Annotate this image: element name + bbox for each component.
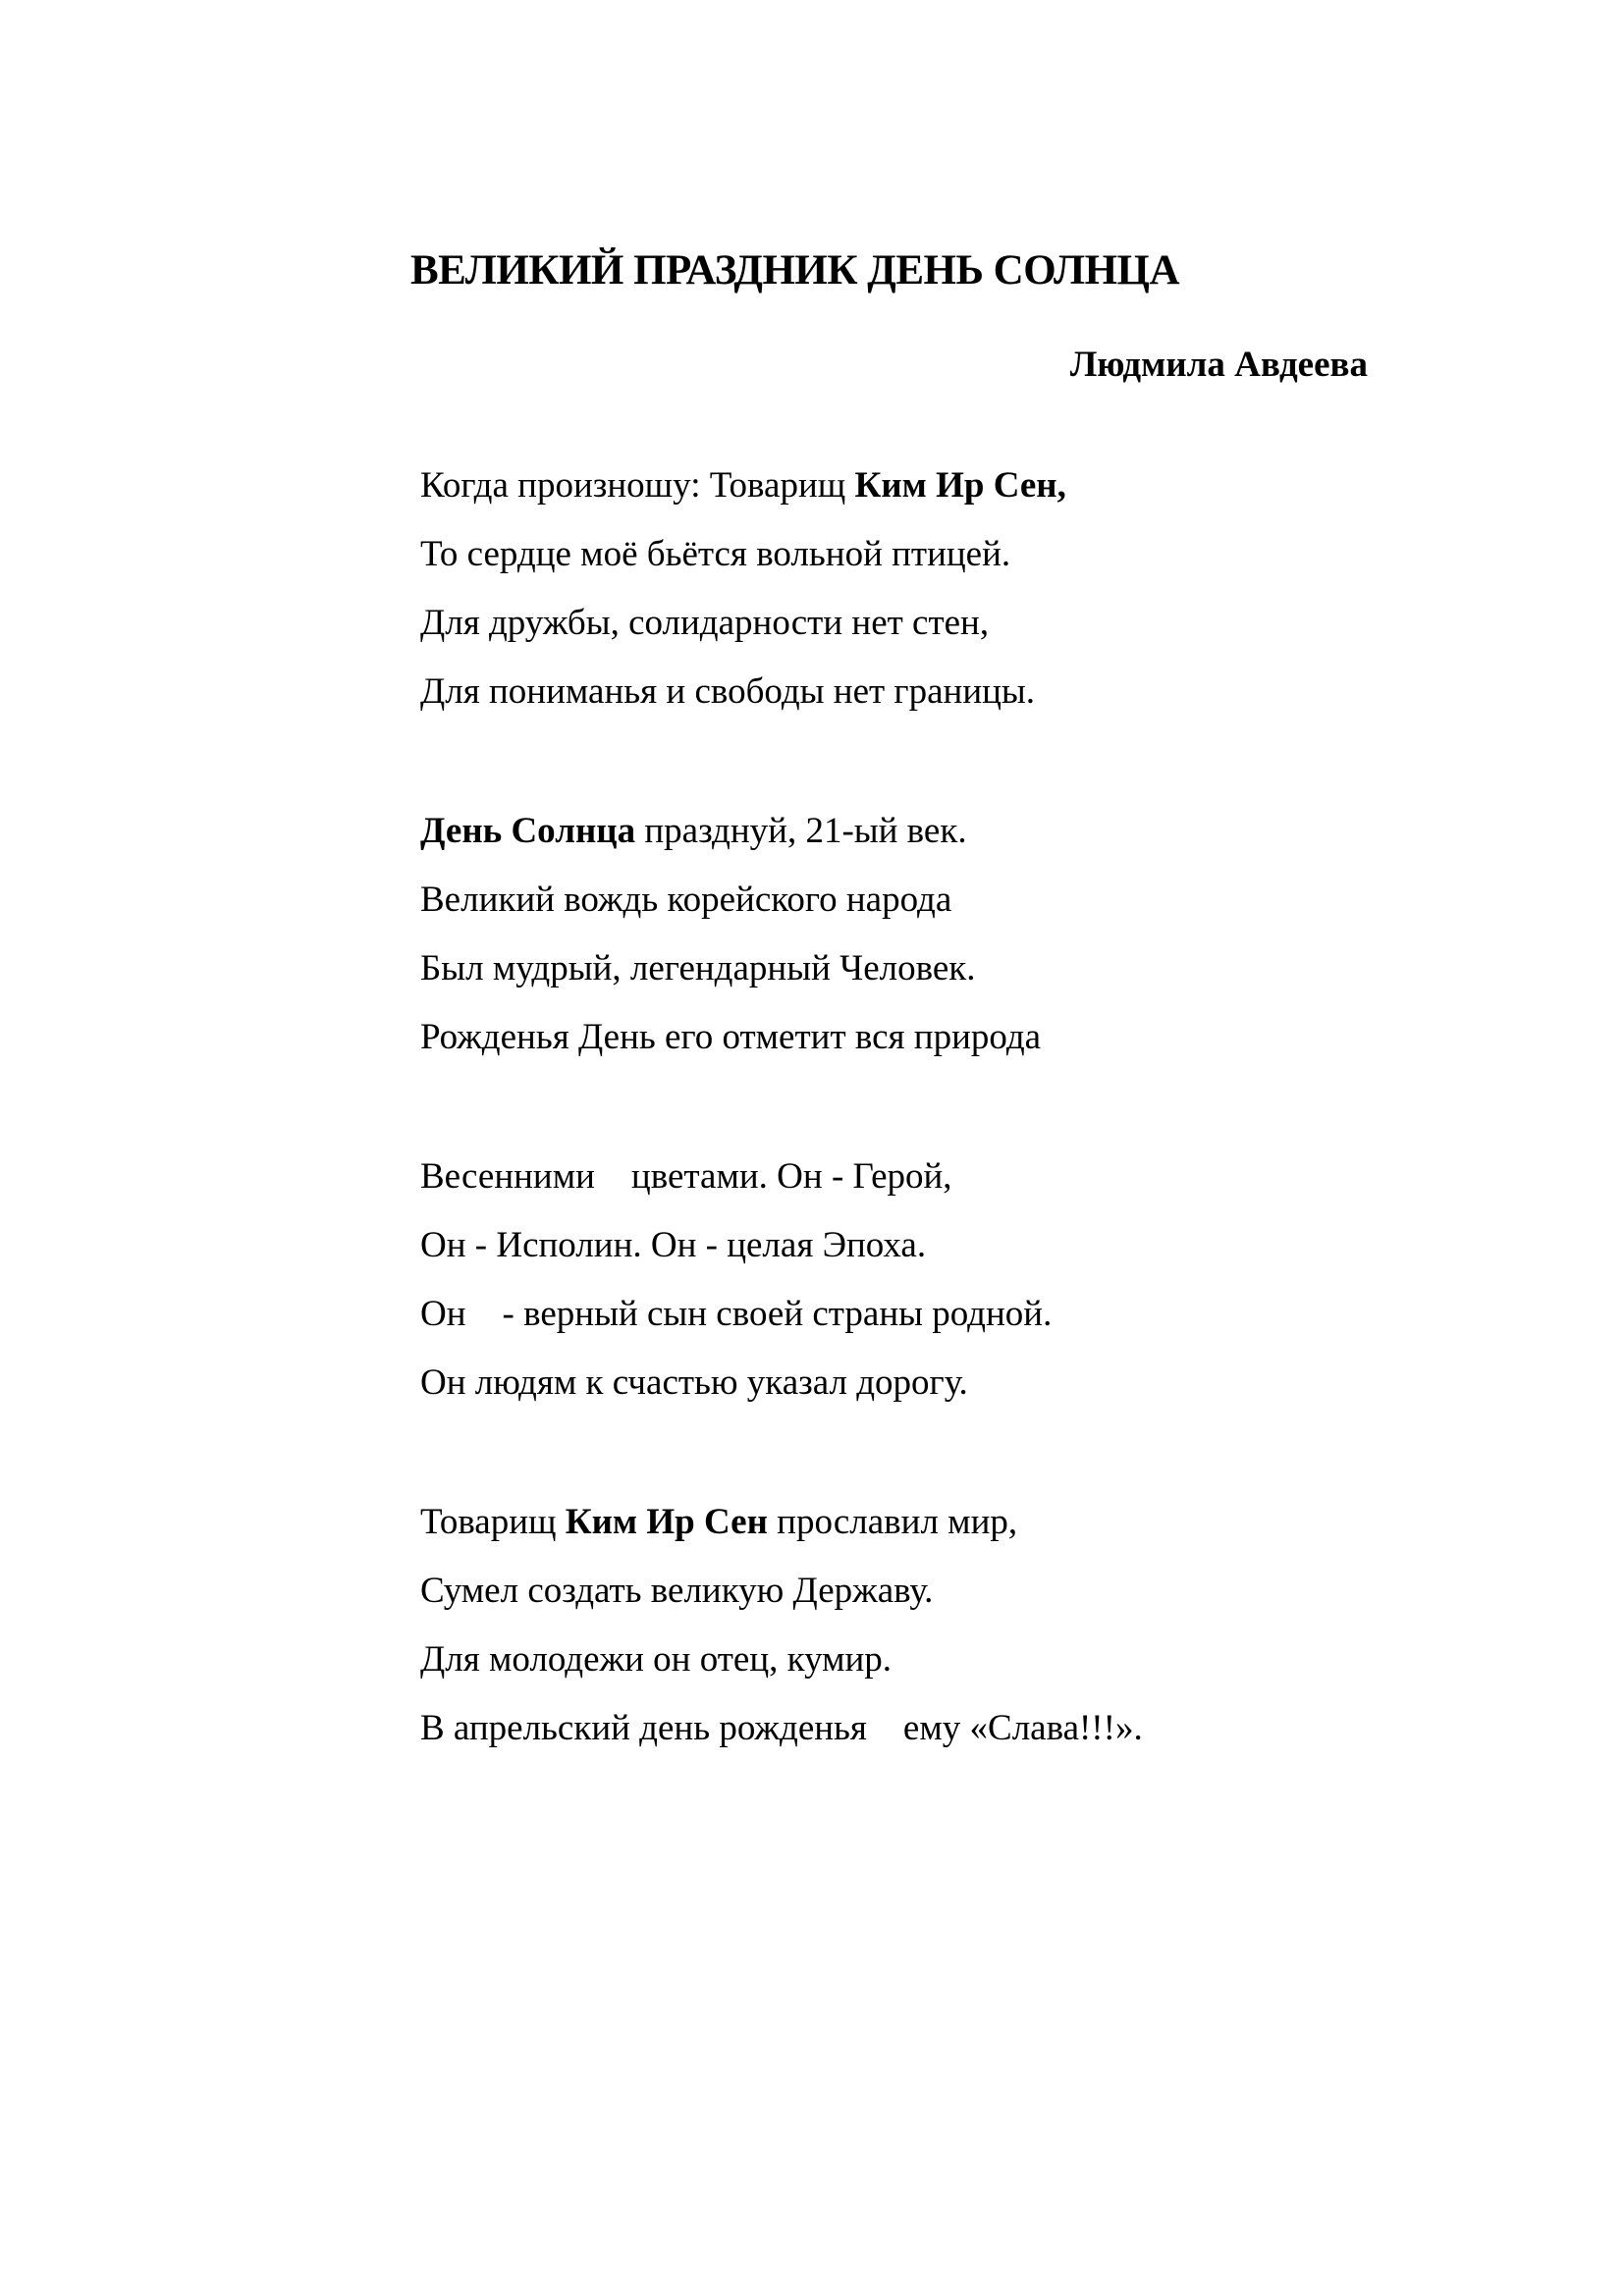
line-text: Товарищ [420, 1502, 566, 1542]
stanza-3 [420, 1143, 1143, 1417]
poem-line [420, 1557, 1143, 1626]
line-bold-text: Ким Ир Сен [565, 1502, 768, 1542]
stanza-4 [420, 1488, 1143, 1763]
line-text: То сердце моё бьётся вольной птицей. [420, 534, 1011, 574]
poem-line [420, 797, 1143, 866]
poem-line [420, 1488, 1143, 1557]
stanza-2 [420, 797, 1143, 1072]
poem-line [420, 1211, 1143, 1280]
line-text: Он - Исполин. Он - целая Эпоха. [420, 1225, 927, 1265]
poem-line [420, 866, 1143, 934]
line-text: В апрельский день рожденья ему «Слава!!!». [420, 1708, 1143, 1748]
line-text: Был мудрый, легендарный Человек. [420, 948, 976, 988]
poem-title: ВЕЛИКИЙ ПРАЗДНИК ДЕНЬ СОЛНЦА [410, 247, 1180, 294]
poem-line [420, 1694, 1143, 1763]
line-text: Весенними цветами. Он - Герой, [420, 1156, 952, 1197]
line-bold-text: Ким Ир Сен, [854, 465, 1066, 506]
poem-line [420, 589, 1143, 658]
poem-line [420, 1003, 1143, 1072]
line-text: Для молодежи он отец, кумир. [420, 1639, 893, 1680]
poem-line [420, 452, 1143, 520]
line-bold-text: День Солнца [420, 811, 636, 851]
poem-line [420, 1349, 1143, 1417]
line-text: Рожденья День его отметит вся природа [420, 1017, 1042, 1057]
poem-author: Людмила Авдеева [1069, 345, 1368, 385]
line-text: Он людям к счастью указал дорогу. [420, 1362, 968, 1403]
line-text: Для пониманья и свободы нет границы. [420, 671, 1036, 712]
poem-body [420, 452, 1143, 1834]
poem-line [420, 658, 1143, 726]
poem-line [420, 1280, 1143, 1349]
line-text: Он - верный сын своей страны родной. [420, 1294, 1053, 1334]
poem-line [420, 1143, 1143, 1211]
stanza-1 [420, 452, 1143, 726]
line-text: прославил мир, [767, 1502, 1018, 1542]
line-text: Сумел создать великую Державу. [420, 1571, 934, 1611]
poem-line [420, 1626, 1143, 1694]
poem-line [420, 934, 1143, 1003]
line-text: Для дружбы, солидарности нет стен, [420, 603, 990, 643]
poem-line [420, 520, 1143, 589]
line-text: Когда произношу: Товарищ [420, 465, 855, 506]
line-text: Великий вождь корейского народа [420, 880, 952, 920]
line-text: празднуй, 21-ый век. [635, 811, 967, 851]
